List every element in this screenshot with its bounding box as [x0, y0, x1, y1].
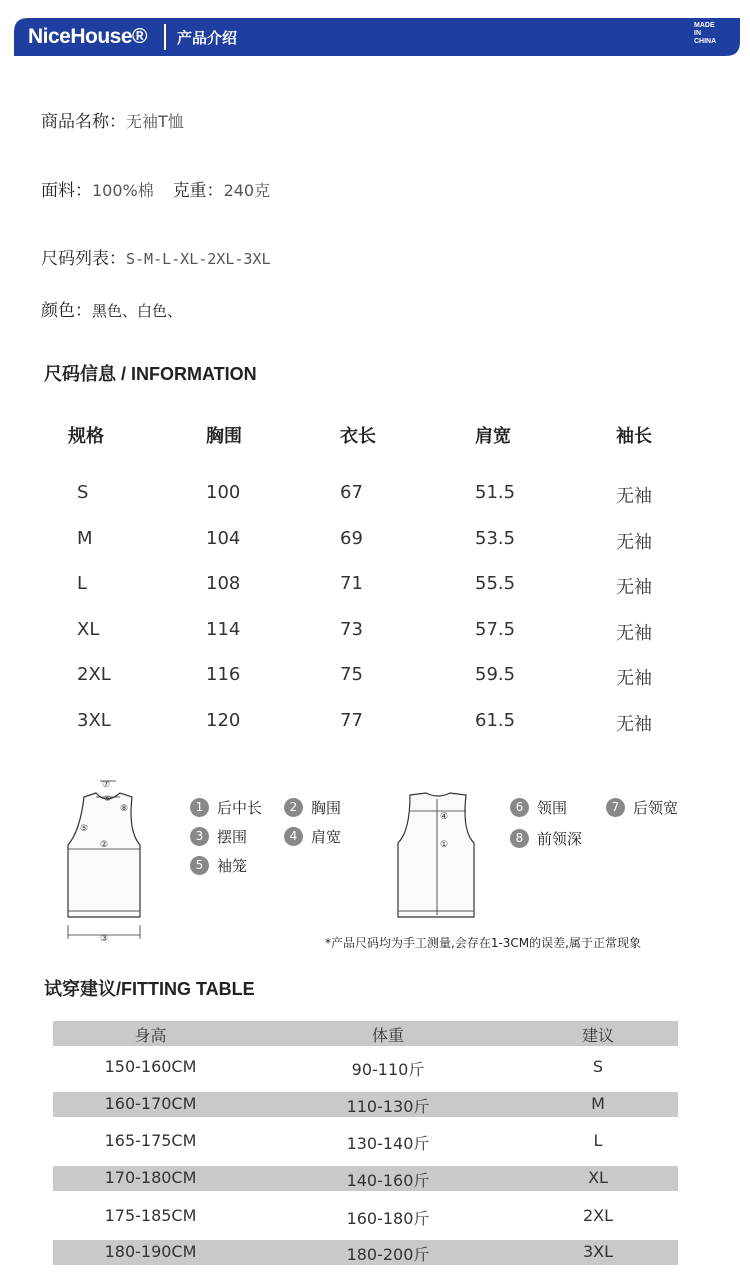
suggest-cell: L: [593, 1131, 603, 1150]
legend-text: 胸围: [311, 799, 342, 817]
mark-6: ⑥: [104, 794, 112, 803]
length-cell: 67: [340, 482, 363, 503]
header-height: 身高: [134, 1026, 167, 1045]
weight-cell: 180-200斤: [346, 1245, 430, 1264]
weight-value: 240克: [223, 181, 271, 200]
length-cell: 75: [340, 664, 363, 685]
height-cell: 180-190CM: [104, 1242, 197, 1261]
weight-cell: 90-110斤: [351, 1060, 425, 1079]
sleeve-cell: 无袖: [616, 714, 652, 735]
legend-number: 7: [606, 798, 625, 817]
legend-text: 袖笼: [217, 857, 248, 875]
size-cell: 2XL: [77, 664, 111, 685]
length-cell: 73: [340, 619, 363, 640]
legend-item: [284, 826, 341, 847]
size-cell: L: [77, 573, 88, 594]
made-in-china-badge: MADE IN CHINA: [694, 22, 717, 45]
suggest-cell: M: [591, 1094, 605, 1113]
table-row: [0, 710, 750, 740]
sleeve-cell: 无袖: [616, 486, 652, 507]
header-suggest: 建议: [581, 1026, 614, 1045]
legend-number: 1: [190, 798, 209, 817]
table-row: [53, 1204, 678, 1229]
header-length: 衣长: [340, 426, 376, 447]
height-cell: 160-170CM: [104, 1094, 197, 1113]
legend-number: 4: [284, 827, 303, 846]
sleeve-cell: 无袖: [616, 577, 652, 598]
header-spec: 规格: [68, 426, 104, 447]
table-row: [0, 528, 750, 558]
shoulder-cell: 55.5: [475, 573, 516, 594]
header-chest: 胸围: [206, 426, 242, 447]
table-row: [53, 1092, 678, 1117]
product-name-label: 商品名称：: [41, 112, 126, 132]
weight-cell: 130-140斤: [346, 1134, 430, 1153]
chest-cell: 108: [206, 573, 241, 594]
mark-2: ②: [100, 840, 109, 850]
measurement-note: *产品尺码均为手工测量,会存在1-3CM的误差,属于正常现象: [325, 936, 641, 950]
mark-7: ⑦: [102, 780, 111, 790]
legend-number: 2: [284, 798, 303, 817]
table-row: [0, 573, 750, 603]
suggest-cell: S: [592, 1057, 604, 1076]
length-cell: 69: [340, 528, 363, 549]
product-name-line: [41, 107, 184, 132]
size-cell: 3XL: [77, 710, 111, 731]
shoulder-cell: 61.5: [475, 710, 516, 731]
legend-item: [284, 797, 341, 818]
legend-text: 前领深: [537, 830, 583, 848]
weight-cell: 160-180斤: [346, 1209, 430, 1228]
brand-logo: NiceHouse®: [28, 25, 148, 48]
table-row: [53, 1240, 678, 1265]
mark-4: ④: [440, 812, 449, 822]
height-cell: 150-160CM: [104, 1057, 197, 1076]
height-cell: 165-175CM: [104, 1131, 197, 1150]
header-shoulder: 肩宽: [475, 426, 511, 447]
sleeve-cell: 无袖: [616, 532, 652, 553]
sleeve-cell: 无袖: [616, 668, 652, 689]
length-cell: 71: [340, 573, 363, 594]
size-list-value: S-M-L-XL-2XL-3XL: [126, 250, 271, 268]
legend-number: 3: [190, 827, 209, 846]
chest-cell: 120: [206, 710, 241, 731]
table-row: [0, 664, 750, 694]
header-banner: [14, 18, 740, 56]
size-info-title: 尺码信息 / INFORMATION: [44, 364, 257, 384]
shoulder-cell: 51.5: [475, 482, 516, 503]
suggest-cell: XL: [588, 1168, 608, 1187]
chest-cell: 104: [206, 528, 241, 549]
shoulder-cell: 59.5: [475, 664, 516, 685]
table-row: [53, 1129, 678, 1154]
legend-text: 后领宽: [633, 799, 679, 817]
suggest-cell: 2XL: [582, 1206, 614, 1225]
height-cell: 175-185CM: [104, 1206, 197, 1225]
table-row: [53, 1166, 678, 1191]
chest-cell: 116: [206, 664, 241, 685]
legend-number: 6: [510, 798, 529, 817]
sleeve-cell: 无袖: [616, 623, 652, 644]
fitting-header: [53, 1021, 678, 1046]
size-cell: S: [77, 482, 89, 503]
legend-item: [510, 797, 567, 818]
height-cell: 170-180CM: [104, 1168, 197, 1187]
table-row: [0, 482, 750, 512]
fabric-value: 100%棉: [92, 181, 154, 200]
chest-cell: 114: [206, 619, 241, 640]
mark-8: ⑧: [120, 804, 129, 814]
size-list-line: [41, 244, 271, 269]
shoulder-cell: 53.5: [475, 528, 516, 549]
color-label: 颜色：: [41, 301, 92, 321]
back-tank-diagram: [390, 785, 485, 925]
legend-item: [190, 797, 262, 818]
chest-cell: 100: [206, 482, 241, 503]
header-weight: 体重: [371, 1026, 404, 1045]
legend-number: 5: [190, 856, 209, 875]
size-cell: XL: [77, 619, 100, 640]
legend-item: [190, 826, 247, 847]
size-cell: M: [77, 528, 93, 549]
page-title: 产品介绍: [177, 29, 238, 47]
legend-text: 肩宽: [311, 828, 342, 846]
legend-item: [606, 797, 678, 818]
size-table-header: [0, 422, 750, 452]
legend-item: [190, 855, 247, 876]
brand-divider: [164, 24, 166, 50]
table-row: [53, 1055, 678, 1080]
weight-cell: 140-160斤: [346, 1171, 430, 1190]
weight-label: 克重：: [172, 181, 224, 201]
mark-1: ①: [440, 840, 449, 850]
fitting-title: 试穿建议/FITTING TABLE: [44, 979, 255, 999]
color-line: [41, 296, 182, 321]
shoulder-cell: 57.5: [475, 619, 516, 640]
size-list-label: 尺码列表：: [41, 249, 126, 269]
mark-3: ③: [100, 934, 109, 944]
legend-text: 后中长: [217, 799, 263, 817]
product-name-value: 无袖T恤: [126, 112, 184, 131]
legend-text: 摆围: [217, 828, 248, 846]
header-sleeve: 袖长: [616, 426, 652, 447]
mark-5: ⑤: [80, 824, 89, 834]
legend-text: 领围: [537, 799, 568, 817]
length-cell: 77: [340, 710, 363, 731]
legend-item: [510, 828, 582, 849]
table-row: [0, 619, 750, 649]
front-tank-diagram: [60, 775, 160, 945]
legend-number: 8: [510, 829, 529, 848]
weight-cell: 110-130斤: [346, 1097, 430, 1116]
fabric-label: 面料：: [41, 181, 92, 201]
suggest-cell: 3XL: [582, 1242, 614, 1261]
fabric-line: [41, 176, 270, 201]
color-value: 黑色、白色、: [92, 302, 183, 320]
